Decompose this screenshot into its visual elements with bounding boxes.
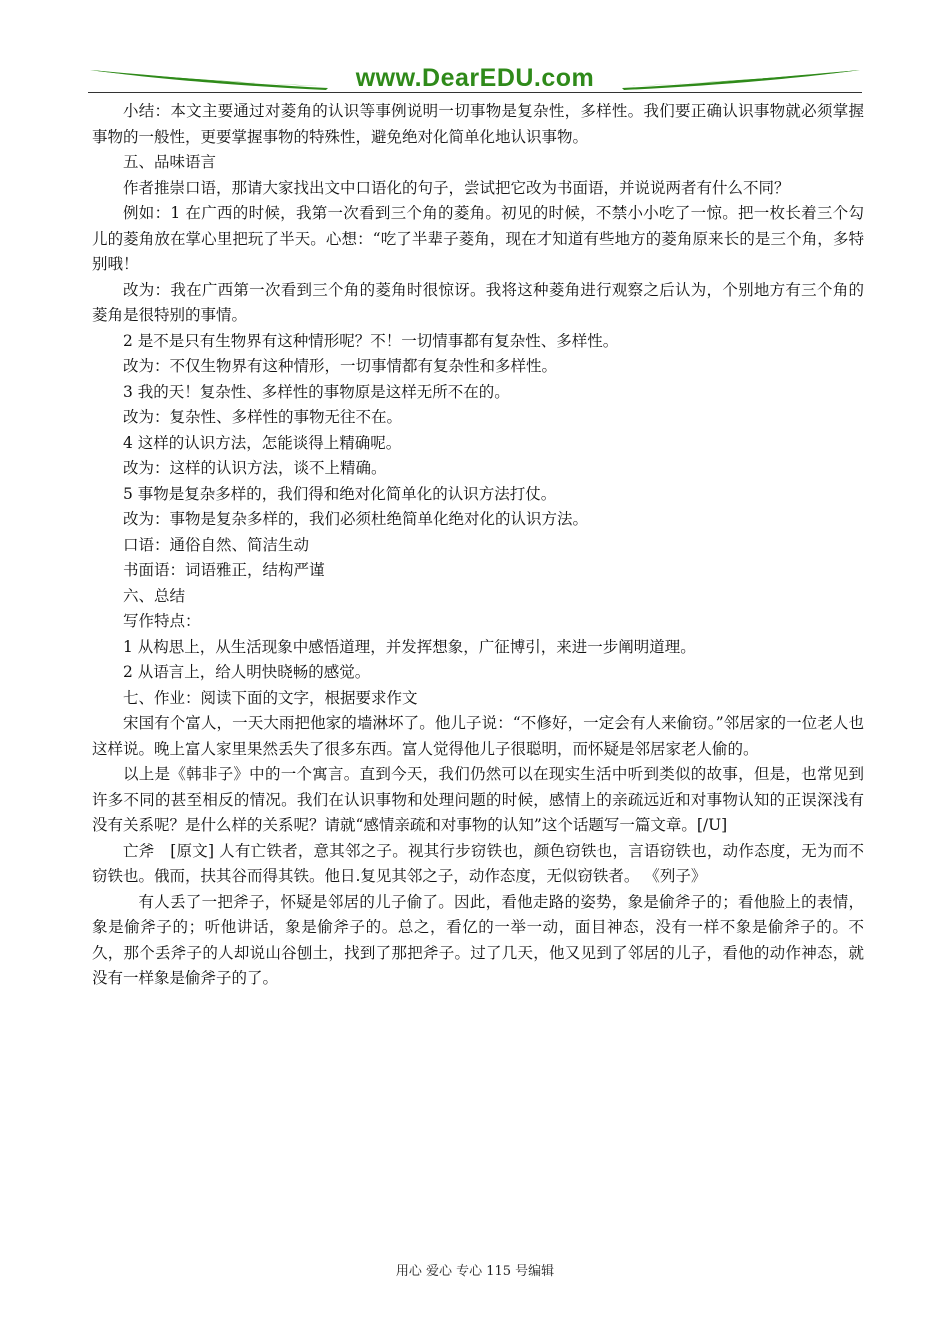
site-header [88, 62, 862, 94]
paragraph: 2 从语言上，给人明快晓畅的感觉。 [123, 663, 371, 681]
paragraph: 5 事物是复杂多样的，我们得和绝对化简单化的认识方法打仗。 [123, 484, 557, 503]
paragraph: 口语：通俗自然、简洁生动 [123, 535, 310, 554]
paragraph: 改为：复杂性、多样性的事物无往不在。 [123, 408, 403, 426]
section-heading: 七、作业：阅读下面的文字，根据要求作文 [123, 688, 418, 707]
paragraph: 改为：这样的认识方法，谈不上精确。 [123, 459, 387, 477]
paragraph: 作者推崇口语，那请大家找出文中口语化的句子，尝试把它改为书面语，并说说两者有什么不同？ [123, 178, 790, 197]
paragraph: 书面语：词语雅正，结构严谨 [123, 561, 325, 579]
site-logo-text[interactable]: www.DearEDU.com [355, 64, 595, 92]
paragraph: 改为：我在广西第一次看到三个角的菱角时很惊讶。我将这种菱角进行观察之后认为，个别地方有三个角的菱角是很特别的事情。 [92, 280, 864, 324]
paragraph: 改为：事物是复杂多样的，我们必须杜绝简单化绝对化的认识方法。 [123, 510, 589, 528]
section-heading: 五、品味语言 [123, 153, 217, 171]
paragraph: 写作特点： [123, 612, 201, 630]
paragraph: 小结：本文主要通过对菱角的认识等事例说明一切事物是复杂性，多样性。我们要正确认识事物就必须掌握事物的一般性，更要掌握事物的特殊性，避免绝对化简单化地认识事物。 [92, 102, 864, 146]
paragraph: 1 从构思上，从生活现象中感悟道理，并发挥想象，广征博引，来进一步阐明道理。 [123, 637, 696, 656]
paragraph: 改为：不仅生物界有这种情形，一切事情都有复杂性和多样性。 [123, 357, 558, 375]
paragraph: 3 我的天！复杂性、多样性的事物原是这样无所不在的。 [123, 382, 510, 401]
document-body [92, 99, 864, 992]
paragraph: 宋国有个富人，一天大雨把他家的墙淋坏了。他儿子说：“不修好，一定会有人来偷窃。”邻居家的一位老人也这样说。晚上富人家里果然丢失了很多东西。富人觉得他儿子很聪明，而怀疑是邻居家老人偷的。 [92, 714, 864, 758]
paragraph: 4 这样的认识方法，怎能谈得上精确呢。 [123, 433, 402, 452]
paragraph: 以上是《韩非子》中的一个寓言。直到今天，我们仍然可以在现实生活中听到类似的故事，但是，也常见到许多不同的甚至相反的情况。我们在认识事物和处理问题的时候，感情上的亲疏远近和对事物认知的正误深浅有没有关系呢？是什么样的关系呢？请就“感情亲疏和对事物的认知”这个话题写一篇文章。[/U] [92, 765, 864, 834]
paragraph: 2 是不是只有生物界有这种情形呢？不！一切情事都有复杂性、多样性。 [123, 331, 619, 350]
page-footer: 用心 爱心 专心 115 号编辑 [395, 1264, 555, 1279]
section-heading: 六、总结 [123, 586, 186, 605]
header-rule [88, 92, 862, 93]
paragraph: 例如：1 在广西的时候，我第一次看到三个角的菱角。初见的时候，不禁小小吃了一惊。把一枚长着三个勾儿的菱角放在掌心里把玩了半天。心想：“吃了半辈子菱角，现在才知道有些地方的菱角原来长的是三个角，多特别哦！ [92, 204, 864, 273]
paragraph: 亡斧 [原文] 人有亡铁者，意其邻之子。视其行步窃铁也，颜色窃铁也，言语窃铁也，动作态度，无为而不窃铁也。俄而，扶其谷而得其铁。他日.复见其邻之子，动作态度，无似窃铁者。 《列子》 [92, 841, 864, 885]
paragraph: 有人丢了一把斧子，怀疑是邻居的儿子偷了。因此，看他走路的姿势，象是偷斧子的；看他脸上的表情，象是偷斧子的；听他讲话，象是偷斧子的。总之，看亿的一举一动，面目神态，没有一样不象是偷斧子的。不久，那个丢斧子的人却说山谷刨土，找到了那把斧子。过了几天，他又见到了邻居的儿子，看他的动作神态，就没有一样象是偷斧子的了。 [92, 892, 864, 987]
